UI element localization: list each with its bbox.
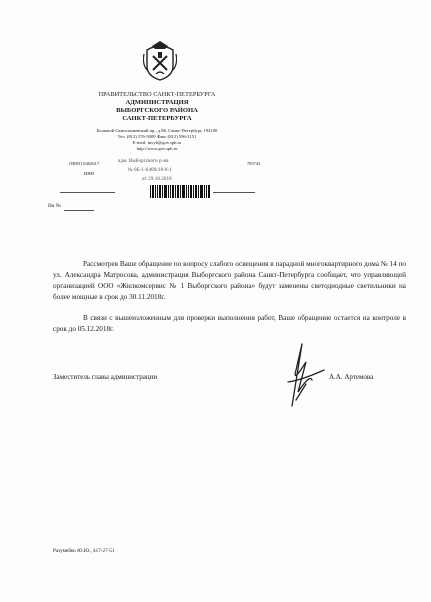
coat-of-arms-icon — [143, 40, 177, 82]
signatory-name: А.А. Артемова — [329, 373, 374, 381]
registration-stamp-line3: от 29.10.2018 — [142, 177, 172, 182]
body-paragraph-1: Рассмотрев Ваше обращение по вопросу слабого освещения в парадной многоквартирного дома № 14 по ул. Александра Матросова, администрация Выборгского района Санкт-Петербурга сообщает, что управляющей организацией ООО «Жилкомсервис № 1 Выборгского района» будут заменены светодиодные светильники на более мощные в срок до 30.11.2018г. — [53, 260, 406, 301]
address-line3: E-mail: tuvyb@gov.spb.ru — [132, 140, 182, 145]
administration-line3: САНКТ-ПЕТЕРБУРГА — [122, 115, 192, 122]
government-name: ПРАВИТЕЛЬСТВО САНКТ-ПЕТЕРБУРГА — [98, 91, 216, 98]
address-line4: http://www.gov.spb.ru — [136, 146, 178, 151]
okpo-tail: 783743 — [247, 161, 261, 166]
barcode-icon — [150, 185, 210, 198]
executor-contact: Разумейко Ю.Ю., 417-27-51 — [53, 548, 115, 554]
address-line2: Тел. (812) 576-5009 Факс (812) 596-2151 — [117, 134, 197, 139]
administration-line1: АДМИНИСТРАЦИЯ — [125, 99, 189, 106]
reference-number-label: На № — [48, 203, 61, 209]
address-line1: Большой Сампсониевский пр., д.86, Санкт-Петербург, 194100 — [96, 128, 218, 133]
signature-icon — [262, 340, 332, 408]
okpo-label: ОКПО 0402617 — [69, 161, 100, 166]
registration-stamp-line1: адм. Выборгского р-на — [118, 159, 169, 164]
body-paragraph-2: В связи с вышеизложенным для проверки выполнения работ, Ваше обращение остается на контроле в срок до 05.12.2018г. — [53, 314, 406, 333]
date-field-line — [60, 192, 115, 193]
signatory-title: Заместитель главы администрации — [53, 373, 158, 381]
registration-stamp-line2: № 0Б-1-6400/18-0-1 — [128, 168, 172, 173]
administration-line2: ВЫБОРГСКОГО РАЙОНА — [116, 107, 198, 114]
inn-label: ИНН — [84, 171, 94, 176]
reference-field-line — [64, 210, 94, 211]
number-field-line — [213, 192, 255, 193]
